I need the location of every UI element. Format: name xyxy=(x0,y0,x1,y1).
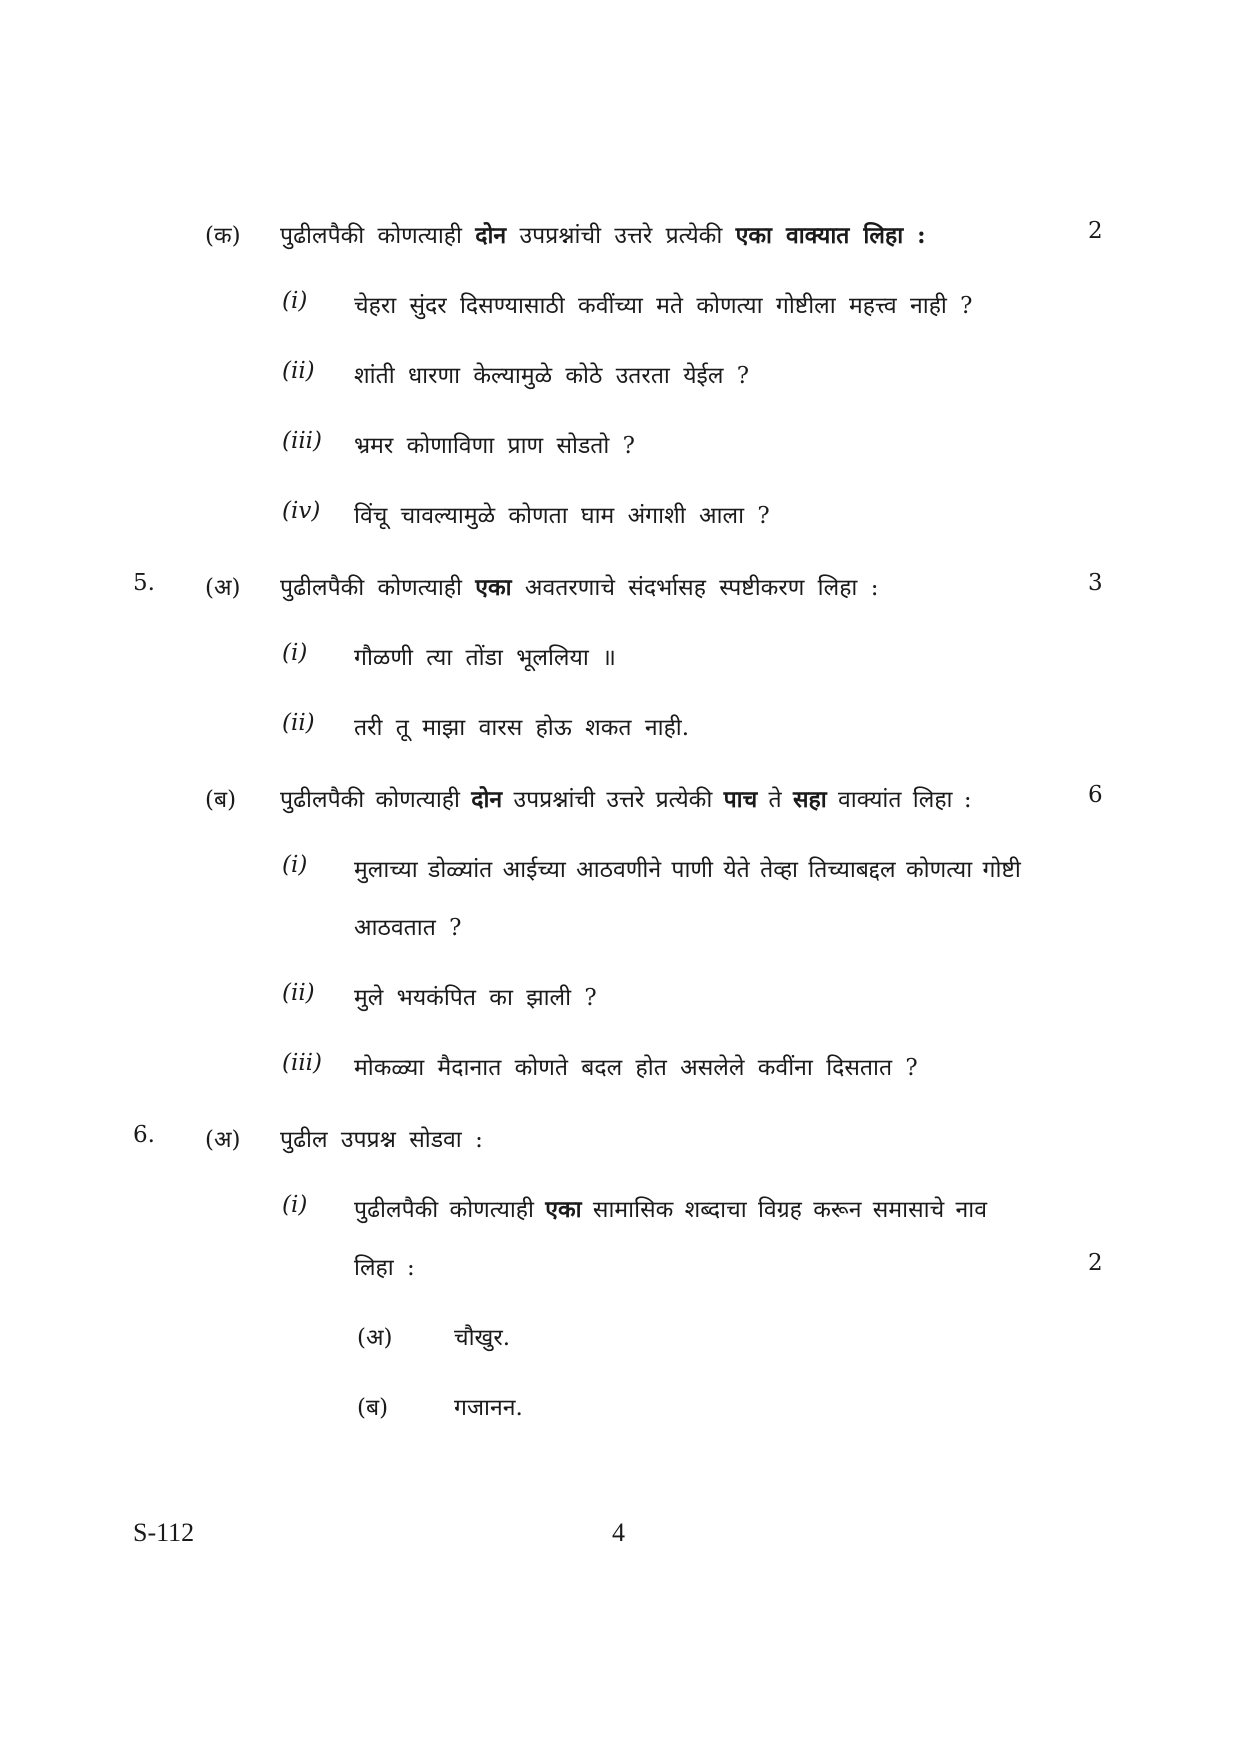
q4k-marks: 2 xyxy=(1088,218,1103,244)
q6-number: 6. xyxy=(133,1122,155,1148)
q6a-instruction: पुढील उपप्रश्न सोडवा : xyxy=(280,1127,483,1153)
q5a-instruction: पुढीलपैकी कोणत्याही एका अवतरणाचे संदर्भासह स्पष्टीकरण लिहा : xyxy=(280,574,879,601)
q6a-marks: 2 xyxy=(1088,1250,1103,1276)
q4k-label: (क) xyxy=(205,223,241,249)
exam-page: (क) पुढीलपैकी कोणत्याही दोन उपप्रश्नांची उत्तरे प्रत्येकी एका वाक्यात लिहा : 2 (i) चेहरा सुंदर दिसण्यासाठी कवींच्या मते कोणत्या गोष्टीला महत्त्व नाही ? (ii) शांती धारणा केल्यामुळे कोठे उतरता येईल ? (iii) भ्रमर कोणाविणा प्राण सोडतो ? (iv) विंचू चावल्यामुळे कोणता घाम अंगाशी आला ? 5. (अ) पुढीलपैकी कोणत्याही एका अवतरणाचे संदर्भासह स्पष्टीकरण लिहा : 3 (i) गौळणी त्या तोंडा भूललिया ॥ (ii) तरी तू माझा वारस होऊ शकत नाही. (ब) पुढीलपैकी कोणत्याही दोन उपप्रश्नांची उत्तरे प्रत्येकी पाच ते सहा वाक्यांत लिहा : 6 (i) मुलाच्या डोळ्यांत आईच्या आठवणीने पाणी येते तेव्हा तिच्याबद्दल कोणत्या गोष्टी आठवतात ? (ii) मुले भयकंपित का झाली ? (iii) मोकळ्या मैदानात कोणते बदल होत असलेले कवींना दिसतात ? 6. (अ) पुढील उपप्रश्न सोडवा : (i) पुढीलपैकी कोणत्याही एका सामासिक शब्दाचा विग्रह करून समासाचे नाव लिहा : 2 (अ) चौखुर. (ब) गजानन. S-112 4 xyxy=(133,218,1103,1547)
q5a-marks: 3 xyxy=(1088,570,1103,596)
q6a-label: (अ) xyxy=(205,1127,241,1153)
q5-number: 5. xyxy=(133,570,155,596)
q6a-item-1-text: पुढीलपैकी कोणत्याही एका सामासिक शब्दाचा विग्रह करून समासाचे नाव xyxy=(354,1196,988,1223)
q5a-label: (अ) xyxy=(205,575,241,601)
paper-code: S-112 xyxy=(133,1518,195,1547)
q4k-instruction: पुढीलपैकी कोणत्याही दोन उपप्रश्नांची उत्तरे प्रत्येकी एका वाक्यात लिहा : xyxy=(280,222,926,249)
q5b-marks: 6 xyxy=(1088,782,1103,808)
page-number: 4 xyxy=(612,1518,625,1547)
q5b-label: (ब) xyxy=(205,787,237,813)
q5b-instruction: पुढीलपैकी कोणत्याही दोन उपप्रश्नांची उत्तरे प्रत्येकी पाच ते सहा वाक्यांत लिहा : xyxy=(280,786,972,813)
